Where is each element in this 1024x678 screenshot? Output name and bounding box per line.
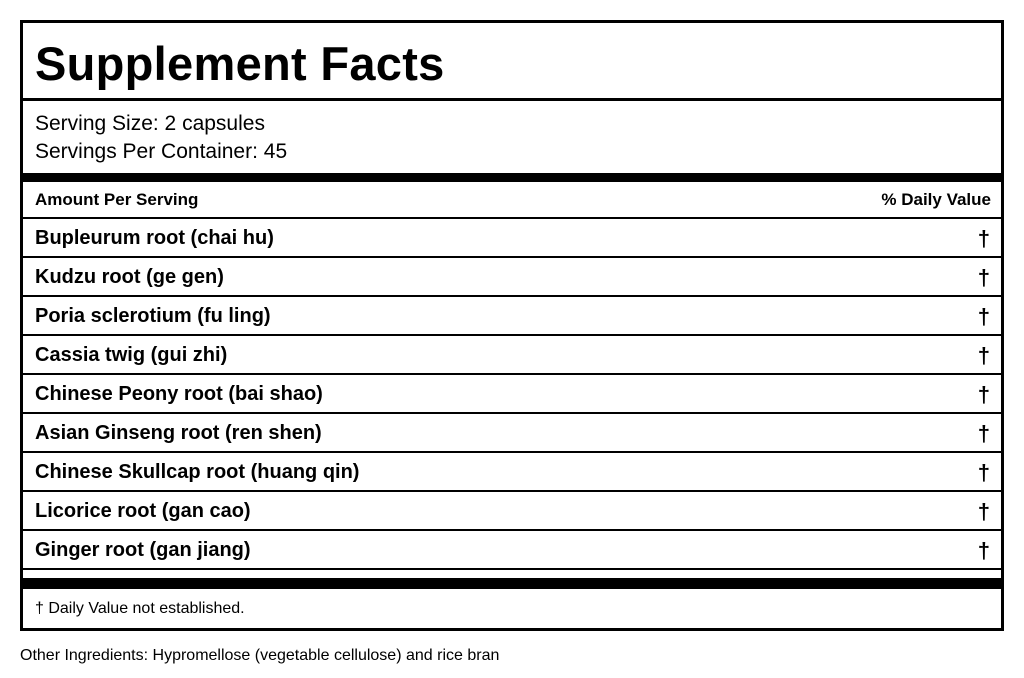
daily-value-dagger: † xyxy=(977,343,990,368)
daily-value-header: % Daily Value xyxy=(881,190,991,209)
thick-divider-bottom xyxy=(23,578,1001,587)
daily-value-dagger: † xyxy=(977,421,990,446)
amount-per-serving-header: Amount Per Serving xyxy=(35,190,199,209)
other-ingredients: Other Ingredients: Hypromellose (vegetable cellulose) and rice bran xyxy=(20,647,500,664)
ingredient-row xyxy=(23,453,1001,492)
serving-info xyxy=(35,110,287,166)
ingredient-name: Chinese Skullcap root (huang qin) xyxy=(35,461,360,483)
ingredient-name: Bupleurum root (chai hu) xyxy=(35,227,274,249)
ingredient-row xyxy=(23,414,1001,453)
ingredient-row xyxy=(23,492,1001,531)
ingredient-name: Ginger root (gan jiang) xyxy=(35,539,251,561)
ingredient-name: Licorice root (gan cao) xyxy=(35,500,251,522)
serving-size: Serving Size: 2 capsules xyxy=(35,112,265,135)
servings-per-container: Servings Per Container: 45 xyxy=(35,140,288,163)
ingredient-row xyxy=(23,336,1001,375)
daily-value-dagger: † xyxy=(977,382,990,407)
daily-value-dagger: † xyxy=(977,304,990,329)
ingredient-row xyxy=(23,531,1001,570)
ingredient-list xyxy=(23,219,1001,570)
ingredient-row xyxy=(23,219,1001,258)
ingredient-row xyxy=(23,297,1001,336)
table-header xyxy=(23,182,1001,219)
ingredient-row xyxy=(23,258,1001,297)
panel-title: Supplement Facts xyxy=(35,37,445,90)
daily-value-dagger: † xyxy=(977,538,990,563)
ingredient-name: Asian Ginseng root (ren shen) xyxy=(35,422,322,444)
daily-value-dagger: † xyxy=(977,265,990,290)
daily-value-footnote: † Daily Value not established. xyxy=(35,600,245,617)
daily-value-dagger: † xyxy=(977,460,990,485)
ingredient-name: Cassia twig (gui zhi) xyxy=(35,344,228,366)
ingredient-name: Poria sclerotium (fu ling) xyxy=(35,305,271,327)
ingredient-name: Chinese Peony root (bai shao) xyxy=(35,383,323,405)
daily-value-dagger: † xyxy=(977,226,990,251)
thick-divider-top xyxy=(23,173,1001,182)
title-section xyxy=(23,23,1001,101)
footnote-section xyxy=(23,587,1001,630)
ingredient-row xyxy=(23,375,1001,414)
supplement-facts-panel xyxy=(20,20,1004,631)
ingredient-name: Kudzu root (ge gen) xyxy=(35,266,224,288)
daily-value-dagger: † xyxy=(977,499,990,524)
